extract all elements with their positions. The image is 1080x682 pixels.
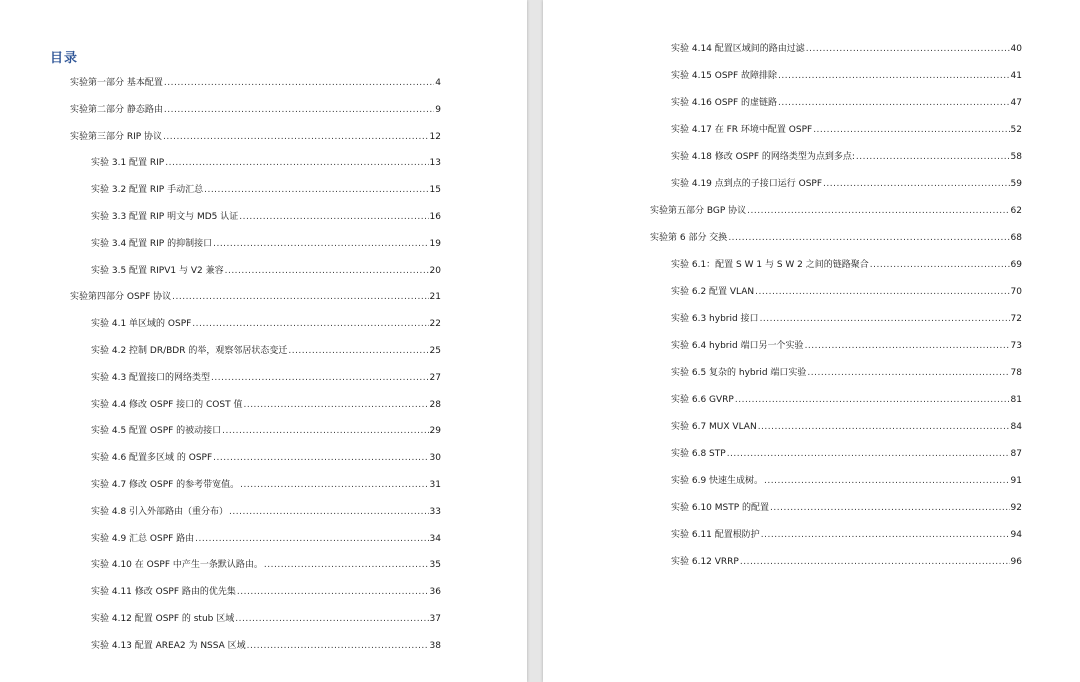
toc-leader-dots <box>758 420 1010 434</box>
toc-entry[interactable] <box>671 528 1022 542</box>
toc-entry-label: 实验 3.1 配置 RIP <box>91 158 165 169</box>
toc-leader-dots <box>807 366 1009 380</box>
toc-entry-page-number: 59 <box>1010 179 1022 189</box>
toc-entry-label: 实验 4.4 修改 OSPF 接口的 COST 值 <box>91 399 243 410</box>
toc-entry[interactable] <box>91 451 441 465</box>
toc-entry[interactable] <box>671 258 1022 272</box>
toc-entry[interactable] <box>91 639 441 653</box>
toc-leader-dots <box>264 558 429 572</box>
toc-entry-page-number: 36 <box>429 587 441 598</box>
toc-entry-label: 实验 6.2 配置 VLAN <box>671 287 755 297</box>
toc-entry-page-number: 35 <box>429 560 441 571</box>
toc-entry-label: 实验第五部分 BGP 协议 <box>650 206 747 216</box>
toc-entry-label: 实验 6.12 VRRP <box>671 557 739 567</box>
toc-entry[interactable] <box>70 76 441 90</box>
toc-leader-dots <box>172 290 428 304</box>
toc-entry-page-number: 58 <box>1010 152 1022 162</box>
toc-leader-dots <box>237 585 429 599</box>
page-left <box>0 0 527 682</box>
toc-entry-page-number: 12 <box>429 131 441 142</box>
toc-entry[interactable] <box>91 424 441 438</box>
toc-entry-label: 实验 6.4 hybrid 端口另一个实验 <box>671 341 804 351</box>
toc-leader-dots <box>728 231 1009 245</box>
toc-entry-label: 实验 4.9 汇总 OSPF 路由 <box>91 533 195 544</box>
toc-leader-dots <box>764 474 1010 488</box>
toc-entry[interactable] <box>91 532 441 546</box>
toc-entry-label: 实验 6.9 快速生成树。 <box>671 476 764 486</box>
toc-entry-page-number: 21 <box>429 292 441 303</box>
toc-entry-label: 实验第四部分 OSPF 协议 <box>70 292 172 303</box>
toc-entry-page-number: 15 <box>429 185 441 196</box>
toc-entry-label: 实验 4.3 配置接口的网络类型 <box>91 372 211 383</box>
toc-leader-dots <box>235 612 428 626</box>
toc-leader-dots <box>164 103 434 117</box>
toc-entry-page-number: 34 <box>429 533 441 544</box>
toc-leader-dots <box>727 447 1010 461</box>
toc-leader-dots <box>222 424 428 438</box>
toc-entry-page-number: 4 <box>435 78 441 88</box>
toc-entry[interactable] <box>650 231 1022 245</box>
toc-entry-label: 实验 3.4 配置 RIP 的抑制接口 <box>91 238 213 249</box>
toc-entry-page-number: 16 <box>429 212 441 222</box>
toc-leader-dots <box>740 555 1010 569</box>
toc-entry-page-number: 81 <box>1010 395 1022 405</box>
toc-entry-label: 实验 4.18 修改 OSPF 的网络类型为点到多点: <box>671 152 855 162</box>
toc-leader-dots <box>213 237 428 251</box>
toc-entry-label: 实验 6.6 GVRP <box>671 395 734 405</box>
toc-entry-label: 实验 6.8 STP <box>671 449 726 459</box>
toc-leader-dots <box>735 393 1010 407</box>
toc-leader-dots <box>806 42 1010 56</box>
toc-title: 目录 <box>50 51 79 66</box>
toc-entry-page-number: 68 <box>1010 233 1022 243</box>
toc-entry-label: 实验 6.11 配置根防护 <box>671 530 760 540</box>
toc-entry-page-number: 37 <box>429 614 441 624</box>
toc-entry-page-number: 96 <box>1010 557 1022 567</box>
toc-entry[interactable] <box>671 42 1022 56</box>
toc-entry-label: 实验第 6 部分 交换 <box>650 233 728 243</box>
toc-leader-dots <box>870 258 1010 272</box>
toc-entry[interactable] <box>91 264 441 278</box>
toc-leader-dots <box>165 156 428 170</box>
toc-leader-dots <box>163 130 428 144</box>
toc-entry[interactable] <box>91 371 441 385</box>
toc-leader-dots <box>225 264 429 278</box>
toc-leader-dots <box>856 150 1010 164</box>
toc-entry-label: 实验 4.10 在 OSPF 中产生一条默认路由。 <box>91 560 263 571</box>
toc-entry-label: 实验 4.16 OSPF 的虚链路 <box>671 98 778 108</box>
toc-entry-page-number: 78 <box>1010 368 1022 378</box>
toc-entry-page-number: 13 <box>429 158 441 169</box>
toc-leader-dots <box>229 505 429 519</box>
toc-entry[interactable] <box>70 103 441 117</box>
toc-entry[interactable] <box>671 123 1022 137</box>
toc-entry[interactable] <box>91 612 441 626</box>
toc-entry[interactable] <box>70 130 441 144</box>
toc-entry[interactable] <box>91 237 441 251</box>
toc-entry-label: 实验 3.2 配置 RIP 手动汇总 <box>91 185 204 196</box>
toc-entry-page-number: 20 <box>429 265 441 276</box>
toc-entry-page-number: 91 <box>1010 476 1022 486</box>
toc-leader-dots <box>164 76 434 90</box>
toc-entry-label: 实验 3.5 配置 RIPV1 与 V2 兼容 <box>91 265 224 276</box>
toc-entry-page-number: 84 <box>1010 422 1022 432</box>
toc-leader-dots <box>213 451 428 465</box>
toc-leader-dots <box>211 371 429 385</box>
toc-entry-label: 实验 4.1 单区域的 OSPF <box>91 319 192 330</box>
toc-entry[interactable] <box>91 398 441 412</box>
toc-entry-page-number: 30 <box>429 453 441 464</box>
toc-leader-dots <box>195 532 428 546</box>
toc-entry-page-number: 31 <box>429 480 441 490</box>
toc-entry-label: 实验 4.14 配置区域间的路由过滤 <box>671 44 805 54</box>
toc-entry[interactable] <box>91 156 441 170</box>
toc-entry-page-number: 19 <box>429 238 441 249</box>
toc-entry-label: 实验第一部分 基本配置 <box>70 78 163 88</box>
toc-entry-label: 实验 4.11 修改 OSPF 路由的优先集 <box>91 587 236 598</box>
toc-entry-page-number: 22 <box>429 319 441 330</box>
toc-leader-dots <box>247 639 429 653</box>
toc-entry-page-number: 87 <box>1010 449 1022 459</box>
toc-entry-label: 实验第二部分 静态路由 <box>70 104 163 115</box>
toc-entry[interactable] <box>91 344 441 358</box>
toc-entry-label: 实验 4.15 OSPF 故障排除 <box>671 71 778 81</box>
toc-entry-label: 实验第三部分 RIP 协议 <box>70 131 163 142</box>
toc-entry-page-number: 29 <box>429 426 441 437</box>
toc-entry[interactable] <box>671 420 1022 434</box>
toc-entry[interactable] <box>671 447 1022 461</box>
toc-entry[interactable] <box>671 96 1022 110</box>
page-right <box>543 0 1080 682</box>
toc-entry[interactable] <box>671 285 1022 299</box>
toc-entry-label: 实验 4.6 配置多区域 的 OSPF <box>91 453 213 464</box>
toc-leader-dots <box>204 183 428 197</box>
toc-leader-dots <box>805 339 1010 353</box>
toc-entry-label: 实验 4.13 配置 AREA2 为 NSSA 区域 <box>91 640 246 651</box>
toc-entry-label: 实验 4.12 配置 OSPF 的 stub 区域 <box>91 614 235 624</box>
toc-entry-label: 实验 6.3 hybrid 接口 <box>671 314 759 324</box>
toc-entry-label: 实验 6.10 MSTP 的配置 <box>671 503 770 513</box>
toc-entry[interactable] <box>671 177 1022 191</box>
toc-leader-dots <box>288 344 428 358</box>
toc-entry-page-number: 25 <box>429 346 441 356</box>
toc-entry-label: 实验 4.5 配置 OSPF 的被动接口 <box>91 426 222 437</box>
toc-entry[interactable] <box>70 290 441 304</box>
toc-entry-page-number: 9 <box>435 104 441 115</box>
toc-entry[interactable] <box>671 69 1022 83</box>
toc-entry[interactable] <box>671 339 1022 353</box>
toc-entry-page-number: 94 <box>1010 530 1022 540</box>
toc-entry-page-number: 38 <box>429 640 441 651</box>
toc-entry-page-number: 41 <box>1010 71 1022 81</box>
toc-entry-label: 实验 4.19 点到点的子接口运行 OSPF <box>671 179 823 189</box>
toc-entry-label: 实验 3.3 配置 RIP 明文与 MD5 认证 <box>91 212 239 222</box>
toc-entry[interactable] <box>671 393 1022 407</box>
toc-entry-page-number: 72 <box>1010 314 1022 324</box>
toc-entry-page-number: 73 <box>1010 341 1022 351</box>
toc-leader-dots <box>240 478 428 492</box>
toc-entry[interactable] <box>91 317 441 331</box>
toc-leader-dots <box>243 398 428 412</box>
toc-leader-dots <box>192 317 428 331</box>
toc-leader-dots <box>761 528 1010 542</box>
toc-entry-label: 实验 6.5 复杂的 hybrid 端口实验 <box>671 368 807 378</box>
toc-entry[interactable] <box>671 366 1022 380</box>
toc-leader-dots <box>747 204 1009 218</box>
toc-entry-page-number: 28 <box>429 399 441 410</box>
toc-entry-page-number: 92 <box>1010 503 1022 513</box>
toc-entry[interactable] <box>91 210 441 224</box>
toc-entry[interactable] <box>91 585 441 599</box>
toc-entry-page-number: 62 <box>1010 206 1022 216</box>
toc-leader-dots <box>823 177 1010 191</box>
toc-entry-label: 实验 4.17 在 FR 环境中配置 OSPF <box>671 125 813 135</box>
toc-entry-page-number: 33 <box>429 506 441 517</box>
toc-leader-dots <box>813 123 1009 137</box>
toc-entry[interactable] <box>91 183 441 197</box>
toc-entry-page-number: 27 <box>429 372 441 383</box>
toc-entry-page-number: 69 <box>1010 260 1022 270</box>
toc-entry[interactable] <box>671 150 1022 164</box>
toc-entry-label: 实验 4.2 控制 DR/BDR 的举，观察邻居状态变迁 <box>91 346 288 356</box>
toc-leader-dots <box>778 69 1010 83</box>
toc-entry[interactable] <box>650 204 1022 218</box>
toc-entry-label: 实验 4.7 修改 OSPF 的参考带宽值。 <box>91 480 240 490</box>
toc-entry-label: 实验 4.8 引入外部路由（重分布） <box>91 506 229 517</box>
toc-entry-label: 实验 6.7 MUX VLAN <box>671 422 757 432</box>
toc-entry[interactable] <box>671 312 1022 326</box>
toc-entry[interactable] <box>91 558 441 572</box>
toc-entry[interactable] <box>671 555 1022 569</box>
toc-leader-dots <box>239 210 428 224</box>
toc-entry[interactable] <box>91 505 441 519</box>
toc-leader-dots <box>760 312 1010 326</box>
toc-entry-page-number: 40 <box>1010 44 1022 54</box>
toc-entry-page-number: 52 <box>1010 125 1022 135</box>
toc-entry-page-number: 70 <box>1010 287 1022 297</box>
toc-leader-dots <box>755 285 1009 299</box>
toc-leader-dots <box>770 501 1010 515</box>
toc-entry-label: 实验 6.1：配置 S W 1 与 S W 2 之间的链路聚合 <box>671 260 869 270</box>
toc-leader-dots <box>778 96 1010 110</box>
toc-entry[interactable] <box>91 478 441 492</box>
toc-entry[interactable] <box>671 501 1022 515</box>
toc-entry[interactable] <box>671 474 1022 488</box>
toc-entry-page-number: 47 <box>1010 98 1022 108</box>
